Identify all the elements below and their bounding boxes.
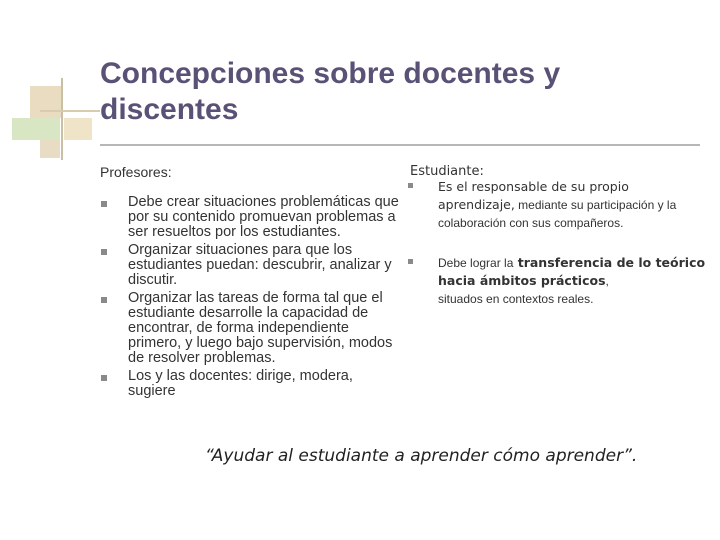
bullet-icon: [408, 183, 413, 188]
bullet-icon: [101, 249, 107, 255]
student-heading: Estudiante:: [410, 164, 484, 179]
list-item: Organizar situaciones para que los estudiantes puedan: descubrir, analizar y discutir.: [100, 243, 400, 288]
list-item: Es el responsable de su propio aprendizaje, mediante su participación y la colaboración con sus compañeros.: [408, 178, 708, 232]
bullet-icon: [101, 375, 107, 381]
student-list: [408, 178, 708, 308]
list-item: Los y las docentes: dirige, modera, sugiere: [100, 369, 400, 399]
teachers-list: [100, 195, 400, 399]
list-item: Organizar las tareas de forma tal que el estudiante desarrolle la capacidad de encontrar, de forma independiente primero, y luego bajo supervisión, modos de resolver problemas.: [100, 291, 400, 366]
decor-square: [12, 118, 60, 140]
teachers-heading: Profesores:: [100, 164, 172, 180]
decor-square: [40, 140, 60, 158]
bullet-icon: [408, 259, 413, 264]
list-item: Debe crear situaciones problemáticas que por su contenido promuevan problemas a ser resueltos por los estudiantes.: [100, 195, 400, 240]
list-item: Debe lograr la transferencia de lo teórico hacia ámbitos prácticos, situados en contextos reales.: [408, 254, 708, 308]
bullet-icon: [101, 297, 107, 303]
decor-line: [61, 78, 63, 160]
title-divider: [100, 144, 700, 146]
bullet-icon: [101, 201, 107, 207]
closing-quote: “Ayudar al estudiante a aprender cómo aprender”.: [205, 446, 638, 466]
slide-title: Concepciones sobre docentes y discentes: [100, 57, 561, 126]
decor-square: [30, 86, 62, 118]
decor-square: [64, 118, 92, 140]
decor-line: [40, 110, 100, 112]
